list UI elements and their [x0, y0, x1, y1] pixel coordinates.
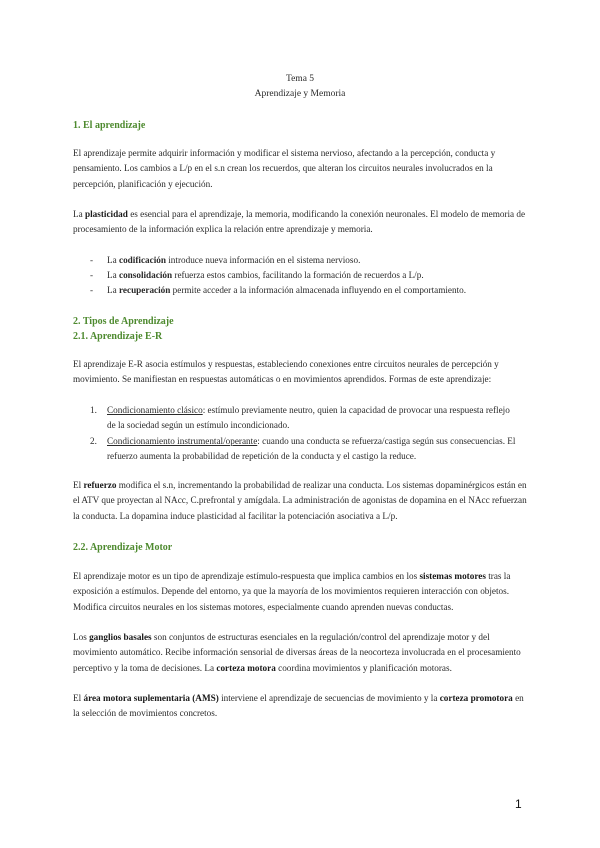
term-refuerzo: refuerzo: [83, 480, 117, 490]
paragraph-plasticidad: La plasticidad es esencial para el aprendizaje, la memoria, modificando la conexión neuronales. El modelo de memoria de procesamiento de la información explica la relación entre aprendizaje y memoria.: [73, 209, 526, 235]
bullet-marker: -: [90, 285, 94, 295]
term-corteza-motora: corteza motora: [216, 662, 276, 673]
list-item: La consolidación refuerza estos cambios, facilitando la formación de recuerdos a L/p.: [107, 270, 424, 280]
term-recuperacion: recuperación: [119, 285, 171, 295]
term-corteza-promotora: corteza promotora: [439, 693, 513, 703]
list-number: 2.: [90, 436, 97, 446]
page-number: 1: [515, 797, 522, 811]
term-condicionamiento-instrumental: Condicionamiento instrumental/operante: [107, 436, 258, 446]
paragraph-ams: El área motora suplementaria (AMS) interviene el aprendizaje de secuencias de movimiento y la corteza promotora en la selección de movimientos concretos.: [73, 693, 524, 719]
bullet-marker: -: [90, 270, 94, 280]
bullet-marker: -: [90, 255, 94, 265]
term-sistemas-motores: sistemas motores: [419, 571, 486, 581]
list-number: 1.: [90, 405, 97, 415]
list-item: La codificación introduce nueva información en el sistema nervioso.: [107, 255, 361, 265]
term-condicionamiento-clasico: Condicionamiento clásico: [107, 405, 203, 415]
paragraph-aprendizaje-motor: El aprendizaje motor es un tipo de aprendizaje estímulo-respuesta que implica cambios en los sistemas motores tras la exposición a estímulos. Depende del entorno, ya que la mayoría de los movimientos requieren interacción con objetos. Modifica circuitos neurales en los sistemas motores, especialmente cuando aprenden nuevas conductas.: [73, 571, 511, 612]
list-item: Condicionamiento instrumental/operante: cuando una conducta se refuerza/castiga según sus consecuencias. El refuerzo aumenta la probabilidad de repetición de la conducta y el castigo la reduce.: [107, 436, 516, 462]
page-title: Aprendizaje y Memoria: [254, 89, 346, 99]
paragraph-aprendizaje-er: El aprendizaje E-R asocia estímulos y respuestas, estableciendo conexiones entre circuitos neurales de percepción y movimiento. Se manifiestan en respuestas automáticas o en movimientos aprendidos. Formas de este aprendizaje:: [73, 359, 499, 385]
paragraph-aprendizaje: El aprendizaje permite adquirir información y modificar el sistema nervioso, afectando a la percepción, conducta y pensamiento. Los cambios a L/p en el s.n crean los recuerdos, que alteran los circuitos neurales involucrados en la percepción, planificación y ejecución.: [73, 148, 496, 189]
subsection-heading-2-1: 2.1. Aprendizaje E-R: [73, 331, 163, 342]
term-ganglios-basales: ganglios basales: [89, 632, 152, 642]
paragraph-refuerzo: El refuerzo modifica el s.n, incrementando la probabilidad de realizar una conducta. Los sistemas dopaminérgicos están en el ATV que proyectan al NAcc, C.prefrontal y amígdala. La administración de agonistas de dopamina en el NAcc refuerzan la conducta. La dopamina induce plasticidad al facilitar la potenciación asociativa a L/p.: [73, 480, 527, 521]
section-heading-1: 1. El aprendizaje: [73, 120, 146, 131]
topic-number: Tema 5: [285, 74, 315, 84]
term-codificacion: codificación: [119, 255, 166, 265]
list-item: La recuperación permite acceder a la información almacenada influyendo en el comportamiento.: [107, 285, 467, 295]
term-ams: área motora suplementaria (AMS): [83, 693, 219, 703]
term-consolidacion: consolidación: [119, 270, 173, 280]
list-item: Condicionamiento clásico: estímulo previamente neutro, quien la capacidad de provocar una respuesta reflejo de la sociedad según un estímulo incondicionado.: [107, 405, 510, 431]
section-heading-2: 2. Tipos de Aprendizaje: [73, 316, 174, 327]
paragraph-ganglios-basales: Los ganglios basales son conjuntos de estructuras esenciales en la regulación/control del aprendizaje motor y del movimiento automático. Recibe información sensorial de diversas áreas de la neocorteza involucrada en el procesamiento perceptivo y la toma de decisiones. La corteza motora coordina movimientos y planificación motoras.: [73, 632, 521, 673]
subsection-heading-2-2: 2.2. Aprendizaje Motor: [73, 542, 173, 553]
term-plasticidad: plasticidad: [85, 209, 128, 219]
